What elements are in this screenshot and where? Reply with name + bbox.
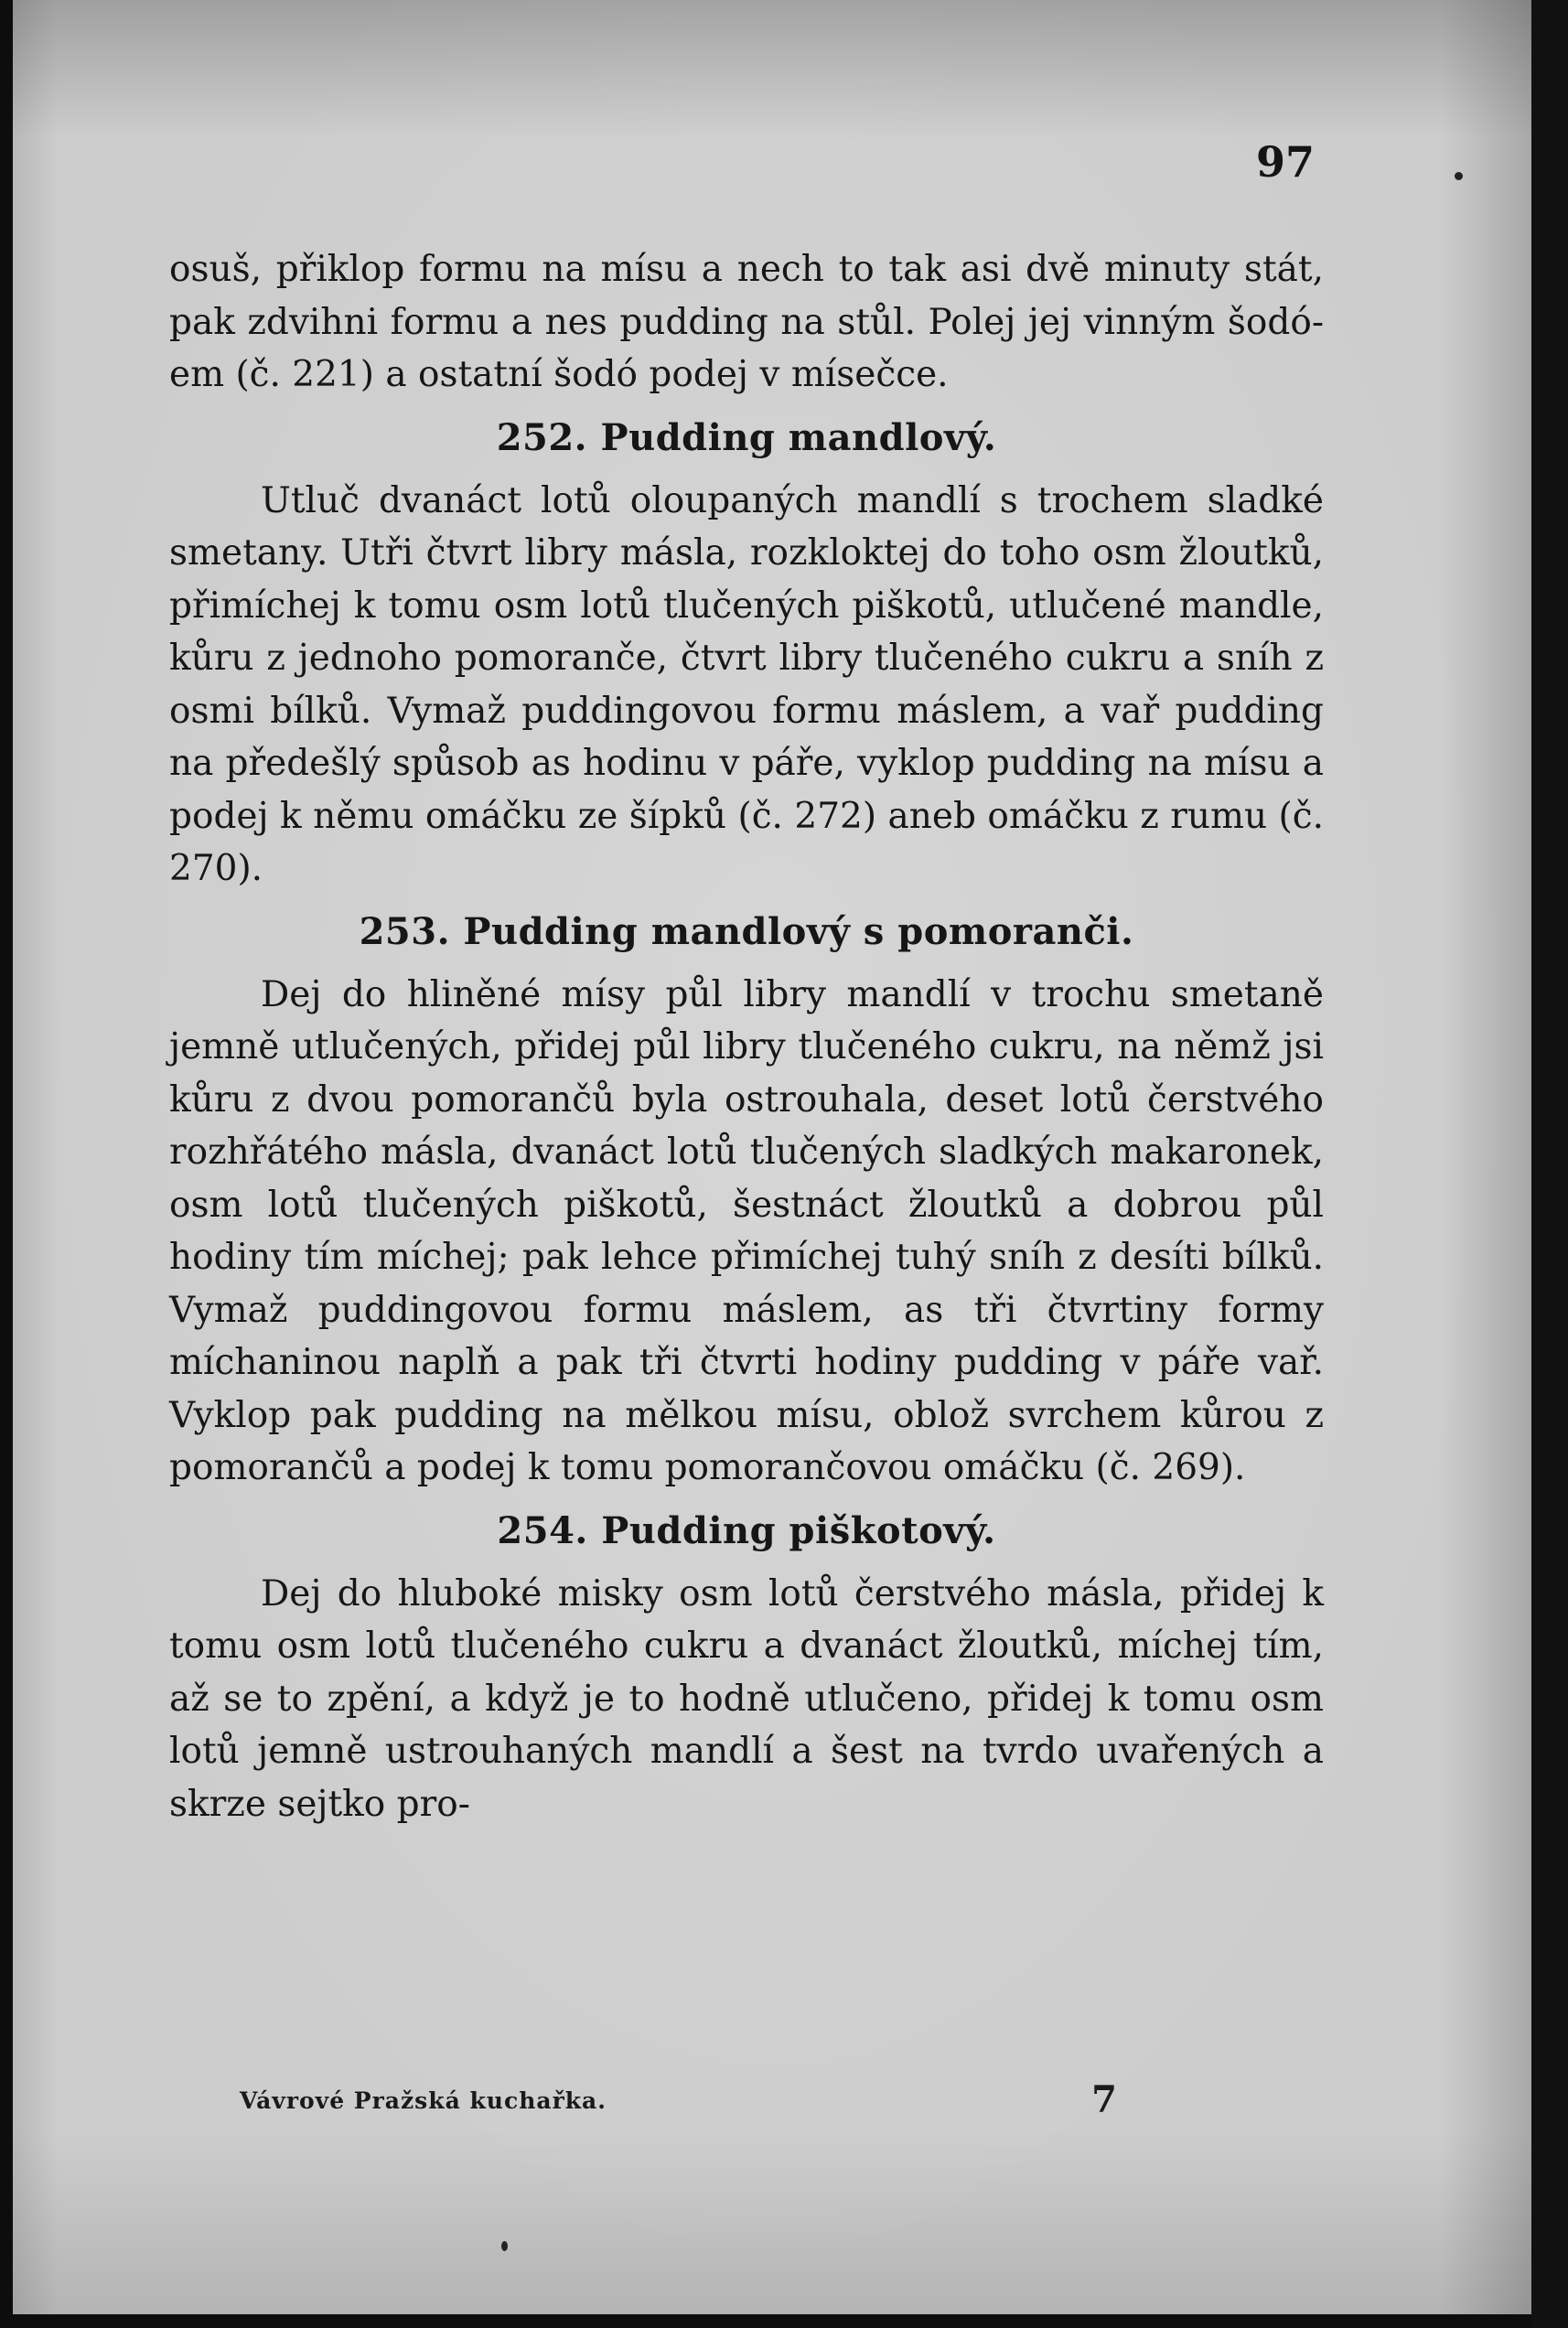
recipe-heading-254: 254. Pudding piškotový.	[497, 1508, 996, 1552]
footer-signature-mark: 7	[1091, 2078, 1118, 2121]
page-edge-shadow	[1531, 0, 1568, 2328]
page-footer	[240, 2078, 1118, 2121]
ink-speck	[1455, 172, 1463, 180]
footer-book-title: Vávrové Pražská kuchařka.	[240, 2087, 607, 2114]
ink-speck	[501, 2241, 508, 2251]
recipe-paragraph-254: Dej do hluboké misky osm lotů čerstvého másla, přidej k tomu osm lotů tlučeného cukru a dvanáct žloutků, míchej tím, až se to zpění, a když je to hodně utlučeno, přidej k tomu osm lotů jemně ustrouhaných mandlí a šest na tvrdo uvařených a skrze sejtko pro-	[169, 1572, 1324, 1825]
paragraph-continuation: osuš, přiklop formu na mísu a nech to tak asi dvě minuty stát, pak zdvihni formu a nes pudding na stůl. Polej jej vinným šodó-em (č. 221) a ostatní šodó podej v mísečce.	[169, 249, 1324, 395]
recipe-heading-252: 252. Pudding mandlový.	[496, 415, 997, 459]
recipe-paragraph-252: Utluč dvanáct lotů oloupaných mandlí s trochem sladké smetany. Utři čtvrt libry másla, rozkloktej do toho osm žloutků, přimíchej k tomu osm lotů tlučených piškotů, utlučené mandle, kůru z jednoho pomoranče, čtvrt libry tlučeného cukru a sníh z osmi bílků. Vymaž puddingovou formu máslem, a vař pudding na předešlý spůsob as hodinu v páře, vyklop pudding na mísu a podej k němu omáčku ze šípků (č. 272) aneb omáčku z rumu (č. 270).	[169, 479, 1324, 889]
recipe-heading-253: 253. Pudding mandlový s pomoranči.	[359, 909, 1134, 953]
page-text	[169, 243, 1324, 1830]
page-number: 97	[1256, 137, 1316, 187]
recipe-paragraph-253: Dej do hliněné mísy půl libry mandlí v trochu smetaně jemně utlučených, přidej půl libry tlučeného cukru, na němž jsi kůru z dvou pomorančů byla ostrouhala, deset lotů čerstvého rozhřátého másla, dvanáct lotů tlučených sladkých makaronek, osm lotů tlučených piškotů, šestnáct žloutků a dobrou půl hodiny tím míchej; pak lehce přimíchej tuhý sníh z desíti bílků. Vymaž puddingovou formu máslem, as tři čtvrtiny formy míchaninou naplň a pak tři čtvrti hodiny pudding v páře vař. Vyklop pak pudding na mělkou mísu, oblož svrchem kůrou z pomorančů a podej k tomu pomorančovou omáčku (č. 269).	[169, 973, 1324, 1488]
